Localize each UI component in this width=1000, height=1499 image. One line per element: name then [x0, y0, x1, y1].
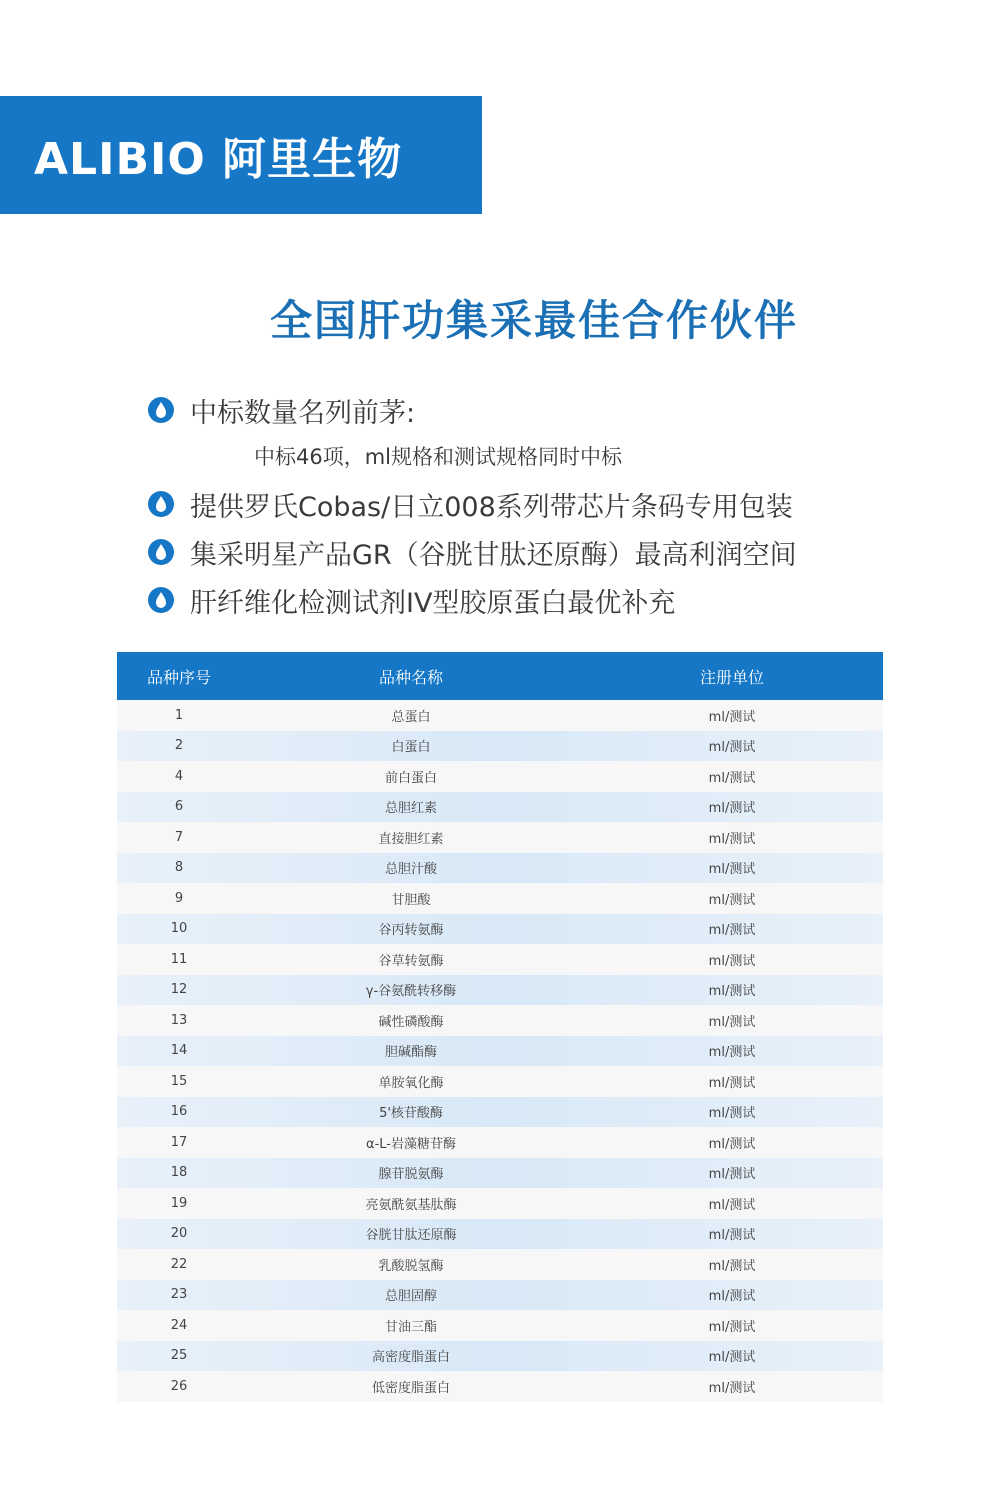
table-row: [117, 1219, 883, 1250]
feature-item: [146, 576, 986, 624]
table-row: [117, 1097, 883, 1128]
header-product-name: 品种名称: [378, 667, 443, 687]
table-row: [117, 883, 883, 914]
cell-product-name: 乳酸脱氢酶: [378, 1258, 444, 1274]
drop-bullet-icon: [146, 489, 176, 519]
cell-serial-no: 25: [170, 1348, 188, 1364]
cell-registration-unit: ml/测试: [708, 923, 756, 939]
cell-registration-unit: ml/测试: [708, 1289, 756, 1305]
cell-registration-unit: ml/测试: [708, 1380, 756, 1396]
cell-product-name: 白蛋白: [391, 740, 431, 756]
cell-registration-unit: ml/测试: [708, 984, 756, 1000]
table-row: [117, 1371, 883, 1402]
cell-registration-unit: ml/测试: [708, 1319, 756, 1335]
table-row: [117, 975, 883, 1006]
cell-product-name: 胆碱酯酶: [384, 1045, 437, 1061]
cell-serial-no: 19: [170, 1195, 188, 1211]
cell-product-name: 总胆红素: [384, 801, 437, 817]
cell-serial-no: 11: [170, 951, 188, 967]
table-row: [117, 1066, 883, 1097]
cell-product-name: 高密度脂蛋白: [371, 1350, 450, 1366]
cell-serial-no: 16: [170, 1104, 188, 1120]
cell-serial-no: 22: [170, 1256, 188, 1272]
cell-registration-unit: ml/测试: [708, 1075, 756, 1091]
cell-serial-no: 4: [174, 768, 184, 784]
feature-item: [146, 528, 986, 576]
feature-subtext: 中标46项，ml规格和测试规格同时中标: [254, 445, 623, 469]
cell-product-name: 谷草转氨酶: [378, 953, 444, 969]
cell-registration-unit: ml/测试: [708, 953, 756, 969]
cell-product-name: 总胆汁酸: [384, 862, 437, 878]
cell-registration-unit: ml/测试: [708, 1014, 756, 1030]
table-row: [117, 1341, 883, 1372]
cell-serial-no: 12: [170, 982, 188, 998]
table-row: [117, 1249, 883, 1280]
cell-registration-unit: ml/测试: [708, 1350, 756, 1366]
feature-text: 集采明星产品GR（谷胱甘肽还原酶）最高利润空间: [190, 539, 797, 571]
table-row: [117, 1127, 883, 1158]
table-row: [117, 761, 883, 792]
cell-serial-no: 6: [174, 799, 184, 815]
cell-registration-unit: ml/测试: [708, 1106, 756, 1122]
cell-product-name: 直接胆红素: [378, 831, 444, 847]
cell-product-name: 甘油三酯: [384, 1319, 437, 1335]
brand-banner: [0, 96, 482, 214]
table-body: [117, 700, 883, 1402]
table-row: [117, 731, 883, 762]
cell-product-name: 碱性磷酸酶: [378, 1014, 444, 1030]
cell-serial-no: 1: [174, 707, 184, 723]
feature-text: 中标数量名列前茅:: [190, 397, 416, 429]
cell-registration-unit: ml/测试: [708, 740, 756, 756]
cell-serial-no: 2: [174, 738, 184, 754]
cell-product-name: 甘胆酸: [391, 892, 431, 908]
cell-product-name: 单胺氧化酶: [378, 1075, 444, 1091]
cell-serial-no: 7: [174, 829, 184, 845]
feature-text: 提供罗氏Cobas/日立008系列带芯片条码专用包装: [190, 491, 793, 523]
cell-product-name: γ-谷氨酰转移酶: [365, 984, 457, 1000]
drop-bullet-icon: [146, 537, 176, 567]
cell-serial-no: 15: [170, 1073, 188, 1089]
cell-product-name: 前白蛋白: [384, 770, 437, 786]
cell-serial-no: 20: [170, 1226, 188, 1242]
cell-serial-no: 23: [170, 1287, 188, 1303]
cell-serial-no: 18: [170, 1165, 188, 1181]
cell-serial-no: 13: [170, 1012, 188, 1028]
feature-text: 肝纤维化检测试剂IV型胶原蛋白最优补充: [190, 587, 676, 619]
page-title: 全国肝功集采最佳合作伙伴: [269, 296, 798, 345]
table-row: [117, 1280, 883, 1311]
table-row: [117, 1005, 883, 1036]
cell-product-name: 低密度脂蛋白: [371, 1380, 450, 1396]
cell-product-name: 总胆固醇: [384, 1289, 437, 1305]
cell-registration-unit: ml/测试: [708, 770, 756, 786]
cell-product-name: 总蛋白: [391, 709, 431, 725]
header-registration-unit: 注册单位: [699, 667, 764, 687]
table-row: [117, 914, 883, 945]
cell-product-name: 亮氨酰氨基肽酶: [365, 1197, 457, 1213]
brand-logo: ALIBIO 阿里生物: [34, 134, 403, 185]
cell-serial-no: 8: [174, 860, 184, 876]
cell-registration-unit: ml/测试: [708, 1197, 756, 1213]
cell-registration-unit: ml/测试: [708, 1045, 756, 1061]
cell-registration-unit: ml/测试: [708, 1228, 756, 1244]
table-row: [117, 1310, 883, 1341]
table-row: [117, 853, 883, 884]
cell-serial-no: 24: [170, 1317, 188, 1333]
cell-product-name: 谷丙转氨酶: [378, 923, 444, 939]
cell-registration-unit: ml/测试: [708, 892, 756, 908]
table-row: [117, 822, 883, 853]
table-row: [117, 792, 883, 823]
table-row: [117, 1036, 883, 1067]
table-row: [117, 700, 883, 731]
table-row: [117, 944, 883, 975]
cell-registration-unit: ml/测试: [708, 862, 756, 878]
table-row: [117, 1158, 883, 1189]
product-table: [117, 652, 883, 1402]
table-header: [117, 652, 883, 700]
cell-serial-no: 9: [174, 890, 184, 906]
cell-product-name: 腺苷脱氨酶: [378, 1167, 444, 1183]
cell-serial-no: 26: [170, 1378, 188, 1394]
cell-registration-unit: ml/测试: [708, 709, 756, 725]
cell-product-name: α-L-岩藻糖苷酶: [366, 1136, 456, 1152]
cell-registration-unit: ml/测试: [708, 1136, 756, 1152]
drop-bullet-icon: [146, 395, 176, 425]
cell-serial-no: 10: [170, 921, 188, 937]
cell-registration-unit: ml/测试: [708, 801, 756, 817]
cell-product-name: 谷胱甘肽还原酶: [365, 1228, 457, 1244]
drop-bullet-icon: [146, 585, 176, 615]
cell-registration-unit: ml/测试: [708, 1167, 756, 1183]
cell-serial-no: 17: [170, 1134, 188, 1150]
feature-item: [146, 480, 986, 528]
feature-list: [146, 386, 986, 624]
header-serial-no: 品种序号: [146, 667, 211, 687]
feature-item: [146, 386, 986, 434]
cell-serial-no: 14: [170, 1043, 188, 1059]
cell-product-name: 5'核苷酸酶: [379, 1106, 443, 1122]
cell-registration-unit: ml/测试: [708, 1258, 756, 1274]
cell-registration-unit: ml/测试: [708, 831, 756, 847]
table-row: [117, 1188, 883, 1219]
